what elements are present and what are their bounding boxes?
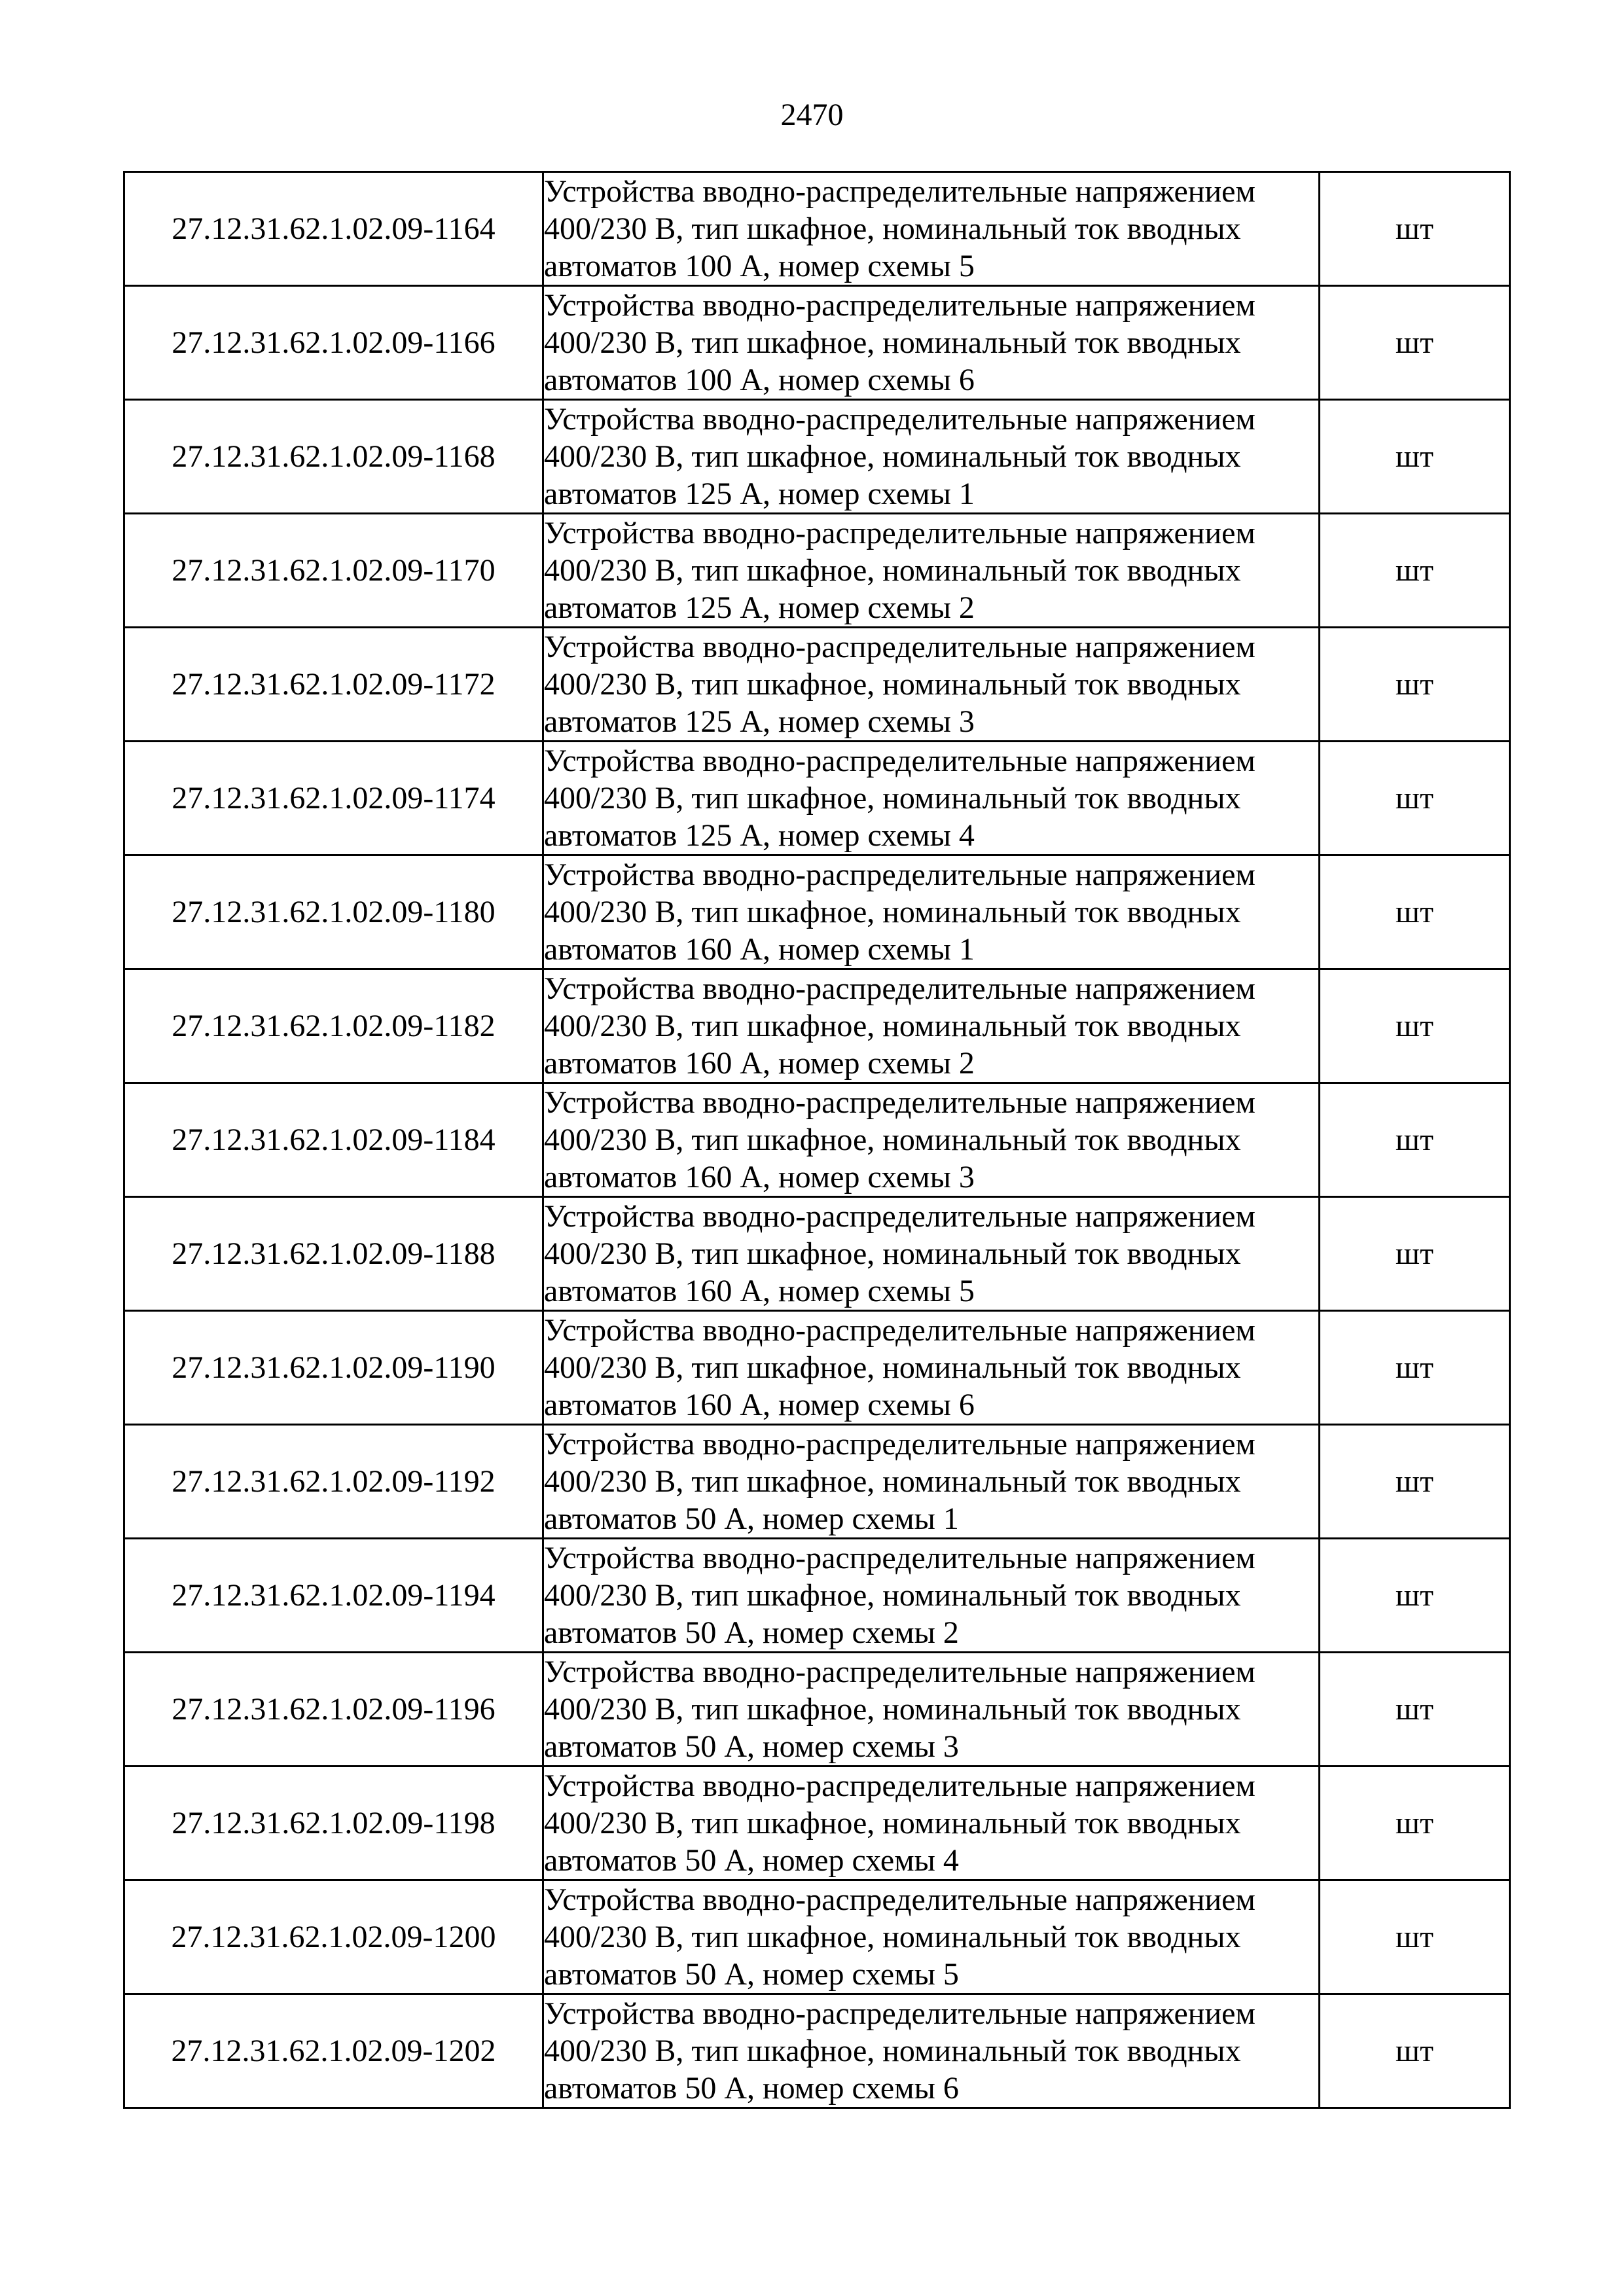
description-line: автоматов 100 А, номер схемы 5 <box>544 249 975 283</box>
description-line: 400/230 В, тип шкафное, номинальный ток вводных <box>544 1236 1241 1271</box>
unit-cell: шт <box>1320 1539 1510 1653</box>
resource-description-cell <box>543 969 1320 1083</box>
description-line: 400/230 В, тип шкафное, номинальный ток вводных <box>544 781 1241 816</box>
resource-code-cell: 27.12.31.62.1.02.09-1182 <box>124 969 543 1083</box>
description-line: 400/230 В, тип шкафное, номинальный ток вводных <box>544 553 1241 588</box>
description-line: 400/230 В, тип шкафное, номинальный ток вводных <box>544 439 1241 474</box>
resource-description-cell <box>543 172 1320 286</box>
resource-description-cell <box>543 1539 1320 1653</box>
description-line: Устройства вводно-распределительные напряжением <box>544 1427 1255 1462</box>
table-row <box>124 1653 1510 1767</box>
resource-description-cell <box>543 1994 1320 2108</box>
description-line: 400/230 В, тип шкафное, номинальный ток вводных <box>544 2034 1241 2068</box>
table-row <box>124 742 1510 855</box>
resource-description-cell <box>543 1425 1320 1539</box>
description-line: Устройства вводно-распределительные напряжением <box>544 1313 1255 1348</box>
description-line: 400/230 В, тип шкафное, номинальный ток вводных <box>544 1464 1241 1499</box>
description-line: Устройства вводно-распределительные напряжением <box>544 857 1255 892</box>
description-line: Устройства вводно-распределительные напряжением <box>544 630 1255 664</box>
unit-cell: шт <box>1320 172 1510 286</box>
unit-cell: шт <box>1320 1083 1510 1197</box>
description-line: Устройства вводно-распределительные напряжением <box>544 1655 1255 1689</box>
unit-cell: шт <box>1320 1994 1510 2108</box>
description-line: 400/230 В, тип шкафное, номинальный ток вводных <box>544 1009 1241 1043</box>
description-line: Устройства вводно-распределительные напряжением <box>544 1085 1255 1120</box>
description-line: автоматов 125 А, номер схемы 1 <box>544 476 975 511</box>
description-line: автоматов 160 А, номер схемы 1 <box>544 932 975 967</box>
description-line: Устройства вводно-распределительные напряжением <box>544 1996 1255 2031</box>
resource-code-cell: 27.12.31.62.1.02.09-1200 <box>124 1880 543 1994</box>
description-line: автоматов 125 А, номер схемы 4 <box>544 818 975 853</box>
unit-cell: шт <box>1320 855 1510 969</box>
unit-cell: шт <box>1320 969 1510 1083</box>
table-row <box>124 1083 1510 1197</box>
description-line: Устройства вводно-распределительные напряжением <box>544 1768 1255 1803</box>
table-row <box>124 1880 1510 1994</box>
description-line: Устройства вводно-распределительные напряжением <box>544 402 1255 437</box>
description-line: автоматов 125 А, номер схемы 3 <box>544 704 975 739</box>
description-line: автоматов 50 А, номер схемы 6 <box>544 2071 959 2106</box>
description-line: автоматов 160 А, номер схемы 3 <box>544 1160 975 1194</box>
unit-cell: шт <box>1320 742 1510 855</box>
table-row <box>124 1311 1510 1425</box>
resource-code-cell: 27.12.31.62.1.02.09-1202 <box>124 1994 543 2108</box>
unit-cell: шт <box>1320 1767 1510 1880</box>
description-line: 400/230 В, тип шкафное, номинальный ток вводных <box>544 1122 1241 1157</box>
resource-code-cell: 27.12.31.62.1.02.09-1192 <box>124 1425 543 1539</box>
description-line: автоматов 125 А, номер схемы 2 <box>544 590 975 625</box>
table-row <box>124 628 1510 742</box>
resource-table <box>123 171 1511 2109</box>
table-row <box>124 1767 1510 1880</box>
resource-code-cell: 27.12.31.62.1.02.09-1168 <box>124 400 543 514</box>
unit-cell: шт <box>1320 1197 1510 1311</box>
resource-description-cell <box>543 1311 1320 1425</box>
resource-code-cell: 27.12.31.62.1.02.09-1174 <box>124 742 543 855</box>
table-row <box>124 1994 1510 2108</box>
unit-cell: шт <box>1320 1425 1510 1539</box>
unit-cell: шт <box>1320 628 1510 742</box>
unit-cell: шт <box>1320 1653 1510 1767</box>
description-line: автоматов 50 А, номер схемы 3 <box>544 1729 959 1764</box>
resource-code-cell: 27.12.31.62.1.02.09-1198 <box>124 1767 543 1880</box>
table-row <box>124 286 1510 400</box>
description-line: Устройства вводно-распределительные напряжением <box>544 744 1255 778</box>
resource-code-cell: 27.12.31.62.1.02.09-1194 <box>124 1539 543 1653</box>
description-line: 400/230 В, тип шкафное, номинальный ток вводных <box>544 1920 1241 1954</box>
resource-description-cell <box>543 1767 1320 1880</box>
table-row <box>124 855 1510 969</box>
table-row <box>124 1425 1510 1539</box>
description-line: Устройства вводно-распределительные напряжением <box>544 971 1255 1006</box>
resource-description-cell <box>543 742 1320 855</box>
description-line: 400/230 В, тип шкафное, номинальный ток вводных <box>544 1578 1241 1613</box>
page-number: 2470 <box>780 98 844 132</box>
description-line: автоматов 50 А, номер схемы 5 <box>544 1957 959 1992</box>
resource-code-cell: 27.12.31.62.1.02.09-1196 <box>124 1653 543 1767</box>
description-line: автоматов 50 А, номер схемы 1 <box>544 1501 959 1536</box>
resource-code-cell: 27.12.31.62.1.02.09-1164 <box>124 172 543 286</box>
table-body <box>124 172 1510 2108</box>
resource-code-cell: 27.12.31.62.1.02.09-1180 <box>124 855 543 969</box>
description-line: Устройства вводно-распределительные напряжением <box>544 1882 1255 1917</box>
description-line: автоматов 160 А, номер схемы 5 <box>544 1274 975 1308</box>
resource-description-cell <box>543 514 1320 628</box>
resource-description-cell <box>543 855 1320 969</box>
table-row <box>124 1197 1510 1311</box>
table-row <box>124 172 1510 286</box>
table-row <box>124 400 1510 514</box>
description-line: Устройства вводно-распределительные напряжением <box>544 1541 1255 1575</box>
description-line: автоматов 160 А, номер схемы 6 <box>544 1388 975 1422</box>
unit-cell: шт <box>1320 400 1510 514</box>
resource-description-cell <box>543 1653 1320 1767</box>
description-line: Устройства вводно-распределительные напряжением <box>544 516 1255 550</box>
description-line: 400/230 В, тип шкафное, номинальный ток вводных <box>544 211 1241 246</box>
resource-code-cell: 27.12.31.62.1.02.09-1184 <box>124 1083 543 1197</box>
description-line: Устройства вводно-распределительные напряжением <box>544 174 1255 209</box>
resource-code-cell: 27.12.31.62.1.02.09-1188 <box>124 1197 543 1311</box>
resource-description-cell <box>543 628 1320 742</box>
table-row <box>124 1539 1510 1653</box>
unit-cell: шт <box>1320 514 1510 628</box>
description-line: 400/230 В, тип шкафное, номинальный ток вводных <box>544 1806 1241 1840</box>
description-line: 400/230 В, тип шкафное, номинальный ток вводных <box>544 1350 1241 1385</box>
resource-description-cell <box>543 286 1320 400</box>
description-line: 400/230 В, тип шкафное, номинальный ток вводных <box>544 895 1241 929</box>
resource-code-cell: 27.12.31.62.1.02.09-1172 <box>124 628 543 742</box>
table-row <box>124 514 1510 628</box>
description-line: автоматов 50 А, номер схемы 2 <box>544 1615 959 1650</box>
resource-code-cell: 27.12.31.62.1.02.09-1190 <box>124 1311 543 1425</box>
resource-description-cell <box>543 1880 1320 1994</box>
table-row <box>124 969 1510 1083</box>
description-line: автоматов 50 А, номер схемы 4 <box>544 1843 959 1878</box>
description-line: 400/230 В, тип шкафное, номинальный ток вводных <box>544 1692 1241 1727</box>
description-line: 400/230 В, тип шкафное, номинальный ток вводных <box>544 667 1241 702</box>
description-line: Устройства вводно-распределительные напряжением <box>544 288 1255 323</box>
unit-cell: шт <box>1320 1311 1510 1425</box>
unit-cell: шт <box>1320 286 1510 400</box>
description-line: автоматов 100 А, номер схемы 6 <box>544 363 975 397</box>
resource-code-cell: 27.12.31.62.1.02.09-1166 <box>124 286 543 400</box>
resource-description-cell <box>543 400 1320 514</box>
resource-description-cell <box>543 1197 1320 1311</box>
description-line: 400/230 В, тип шкафное, номинальный ток вводных <box>544 325 1241 360</box>
unit-cell: шт <box>1320 1880 1510 1994</box>
description-line: автоматов 160 А, номер схемы 2 <box>544 1046 975 1081</box>
resource-description-cell <box>543 1083 1320 1197</box>
description-line: Устройства вводно-распределительные напряжением <box>544 1199 1255 1234</box>
resource-code-cell: 27.12.31.62.1.02.09-1170 <box>124 514 543 628</box>
